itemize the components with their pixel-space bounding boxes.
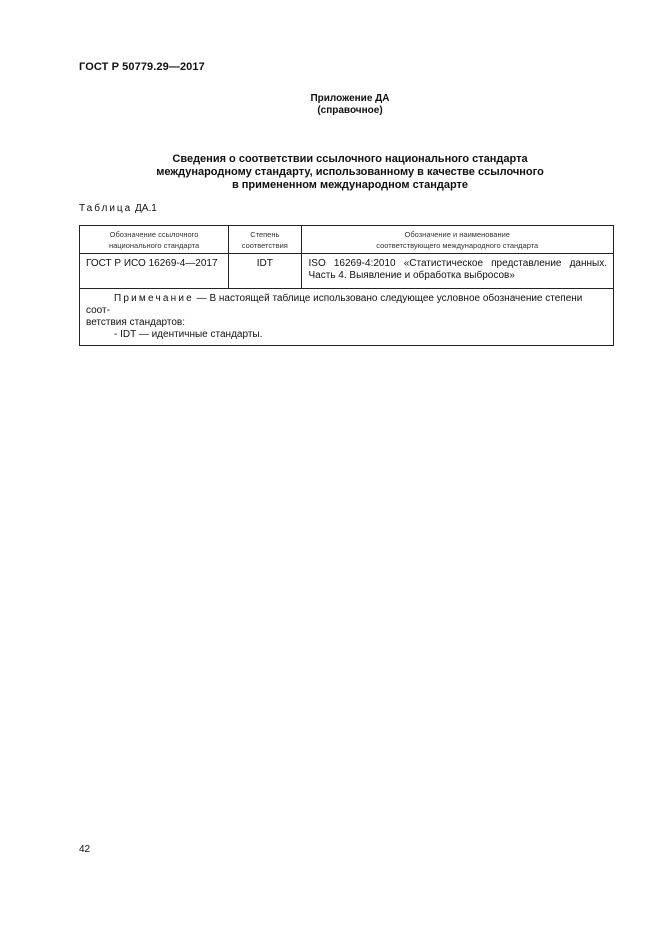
appendix-title: Приложение ДА xyxy=(310,93,390,104)
note-line: - IDT — идентичные стандарты. xyxy=(114,329,263,340)
cell-international-line: ISO 16269-4:2010 «Статистическое представление данных. xyxy=(308,258,607,269)
header-international-standard xyxy=(301,226,613,254)
note-label: Примечание xyxy=(114,293,194,304)
appendix-type: (справочное) xyxy=(317,105,383,116)
cell-national: ГОСТ Р ИСО 16269-4—2017 xyxy=(80,254,229,289)
table-caption xyxy=(79,203,157,214)
section-title xyxy=(0,153,661,192)
standard-code: ГОСТ Р 50779.29—2017 xyxy=(79,61,205,73)
table-note xyxy=(80,289,614,346)
header-line: Обозначение ссылочного xyxy=(109,229,199,239)
cell-international-line: Часть 4. Выявление и обработка выбросов» xyxy=(308,270,515,281)
section-title-line: в примененном международном стандарте xyxy=(231,179,469,191)
page-number: 42 xyxy=(79,844,91,855)
section-title-line: Сведения о соответствии ссылочного национального стандарта xyxy=(172,153,528,165)
correspondence-table xyxy=(79,225,614,346)
note-text: — В настоящей таблице использовано следующее условное обозначение степени соот- xyxy=(86,293,583,316)
note-line: ветствия стандартов: xyxy=(86,317,185,328)
section-title-line: международному стандарту, использованному в качестве ссылочного xyxy=(156,166,544,178)
header-line: соответствия xyxy=(241,240,288,250)
table-header-row xyxy=(80,226,614,254)
cell-degree: IDT xyxy=(229,254,301,289)
cell-international xyxy=(301,254,613,289)
table-row xyxy=(80,254,614,289)
note-line xyxy=(86,293,607,317)
header-line: национального стандарта xyxy=(108,240,200,250)
table-caption-label: Таблица xyxy=(79,203,133,214)
table-caption-number: ДА.1 xyxy=(135,203,157,214)
header-line: Степень xyxy=(250,229,280,239)
header-degree xyxy=(229,226,301,254)
note-row xyxy=(80,289,614,346)
header-national-standard xyxy=(80,226,229,254)
header-line: Обозначение и наименование xyxy=(404,229,510,239)
header-line: соответствующего международного стандарта xyxy=(376,240,539,250)
